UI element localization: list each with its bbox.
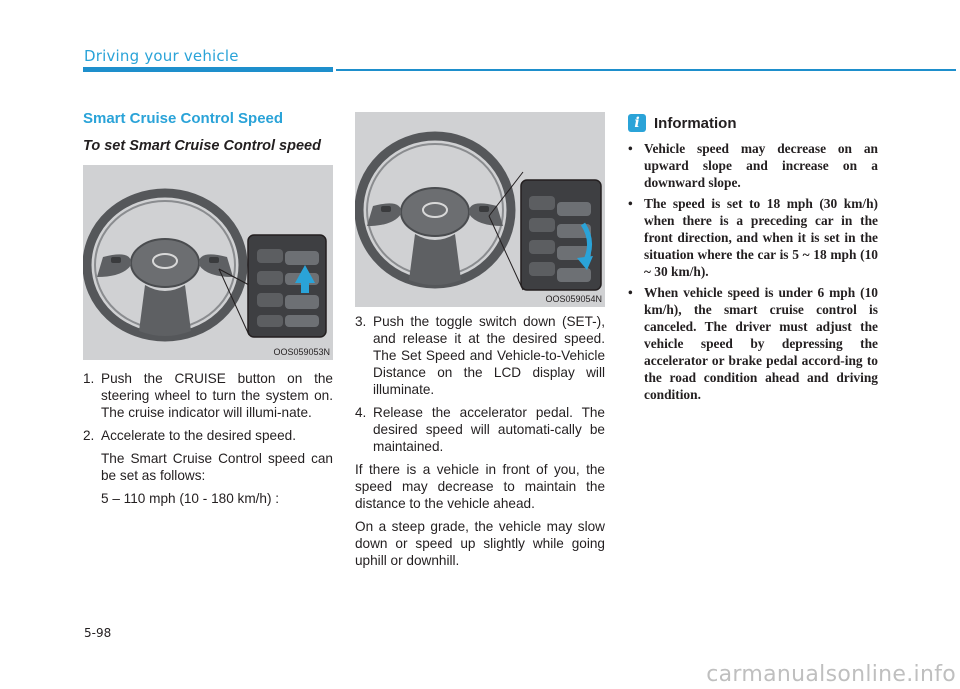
step-text: Accelerate to the desired speed. — [101, 428, 296, 443]
list-item — [628, 284, 878, 403]
header-rule-thick — [83, 67, 333, 72]
step-text: Release the accelerator pedal. The desired speed will automati-cally be maintained. — [373, 405, 605, 454]
column-middle — [355, 112, 605, 569]
list-item — [83, 370, 333, 421]
figure-code: OOS059053N — [273, 347, 330, 357]
information-box — [628, 114, 878, 403]
steering-wheel-illustration — [355, 112, 605, 307]
information-icon: i — [628, 114, 646, 132]
step-number: 1. — [83, 371, 95, 386]
list-item — [628, 195, 878, 280]
steps-list — [83, 370, 333, 507]
watermark: carmanualsonline.info — [706, 662, 956, 687]
list-item — [355, 404, 605, 455]
header-rule-thin — [336, 69, 956, 71]
step-number: 2. — [83, 428, 95, 443]
bullet-text: The speed is set to 18 mph (30 km/h) when there is a preceding car in the front direction, and when it is set in the situation where the car is 5 ~ 18 mph (10 ~ 30 km/h). — [644, 196, 878, 279]
paragraph-vehicle-ahead: If there is a vehicle in front of you, the speed may decrease to maintain the distance to the vehicle ahead. — [355, 462, 605, 511]
step-text: Push the toggle switch down (SET-), and release it at the desired speed. The Set Speed and Vehicle-to-Vehicle Distance on the LCD display will illuminate. — [373, 314, 605, 397]
speed-note: The Smart Cruise Control speed can be set as follows: — [101, 451, 333, 483]
bullet-dot: • — [628, 196, 633, 211]
step-number: 4. — [355, 405, 367, 420]
column-left — [83, 110, 333, 507]
steps-list — [355, 313, 605, 569]
page-number: 5-98 — [84, 626, 112, 640]
bullet-text: When vehicle speed is under 6 mph (10 km/h), the smart cruise control is canceled. The driver must adjust the vehicle speed by depressing the accelerator or brake pedal accord-ing to the road condition ahead and driving condition. — [644, 285, 878, 402]
section-title: Smart Cruise Control Speed — [83, 110, 284, 127]
section-header-title: Driving your vehicle — [84, 47, 239, 65]
list-item — [355, 313, 605, 398]
figure-code: OOS059054N — [545, 294, 602, 304]
paragraph-steep-grade: On a steep grade, the vehicle may slow down or speed up slightly while going uphill or downhill. — [355, 519, 605, 568]
speed-range: 5 – 110 mph (10 - 180 km/h) : — [101, 491, 280, 506]
subsection-title: To set Smart Cruise Control speed — [83, 138, 321, 154]
bullet-dot: • — [628, 285, 633, 300]
information-bullets — [628, 140, 878, 403]
bullet-dot: • — [628, 141, 633, 156]
steering-wheel-figure-1 — [83, 165, 333, 360]
steering-wheel-figure-2 — [355, 112, 605, 307]
steering-wheel-illustration — [83, 165, 333, 360]
information-title: Information — [654, 114, 737, 132]
bullet-text: Vehicle speed may decrease on an upward slope and increase on a downward slope. — [644, 141, 878, 190]
step-number: 3. — [355, 314, 367, 329]
information-header — [628, 114, 878, 132]
list-item — [83, 427, 333, 444]
list-item — [628, 140, 878, 191]
step-text: Push the CRUISE button on the steering wheel to turn the system on. The cruise indicator will illumi-nate. — [101, 371, 333, 420]
